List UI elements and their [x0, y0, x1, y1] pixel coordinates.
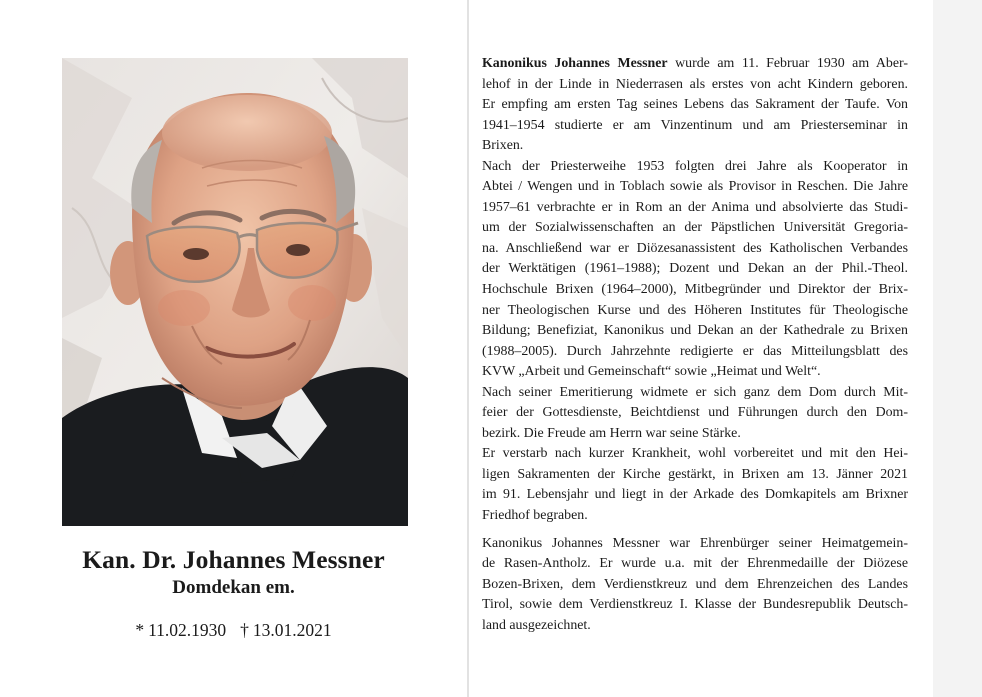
birth-star-icon: *: [135, 620, 145, 640]
deceased-name: Kan. Dr. Johannes Messner: [82, 545, 385, 574]
bio-line: ner Theologischen Kurse und des Höheren Institutes für Theologische: [482, 302, 908, 318]
bio-line: ligen Sakramenten der Kirche gestärkt, in Brixen am 13. Jänner 2021: [482, 466, 908, 482]
death-cross-icon: †: [240, 620, 249, 640]
bio-line: Friedhof begraben.: [482, 508, 588, 524]
bio-line: Er empfing am ersten Tag seines Lebens das Sakrament der Taufe. Von: [482, 97, 908, 113]
bio-line: bezirk. Die Freude am Herrn war seine Stärke.: [482, 425, 741, 441]
death-date: 13.01.2021: [252, 620, 332, 640]
bio-line: na. Anschließend war er Diözesanassistent des Katholischen Verbandes: [482, 240, 908, 256]
bio-line: 1957–61 verbrachte er in Rom an der Anima und absolvierte das Studi-: [482, 199, 908, 215]
bio-line: Abtei / Wengen und in Toblach sowie als Provisor in Reschen. Die Jahre: [482, 179, 908, 195]
bio-paragraph-1: [482, 54, 908, 157]
bio-line: feier der Gottesdienste, Beichtdienst und Führungen durch den Dom-: [482, 405, 908, 421]
bio-line: Kanonikus Johannes Messner war Ehrenbürger seiner Heimatgemein-: [482, 535, 908, 551]
deceased-title: Domdekan em.: [172, 577, 295, 598]
bio-line: de Rasen-Antholz. Er wurde u.a. mit der Ehrenmedaille der Diözese: [482, 556, 908, 572]
bio-line: Nach der Priesterweihe 1953 folgten drei Jahre als Kooperator in: [482, 158, 908, 174]
birth-date: 11.02.1930: [148, 620, 227, 640]
bio-paragraph-3: [482, 383, 908, 445]
portrait-photo: [62, 58, 408, 526]
bio-line: um der Sozialwissenschaften an der Päpstlichen Universität Gregoria-: [482, 220, 908, 236]
bio-line: Nach seiner Emeritierung widmete er sich ganz dem Dom durch Mit-: [482, 384, 908, 400]
bio-line: Brixen.: [482, 138, 524, 154]
bio-line: lehof in der Linde in Niederrasen als erstes von acht Kindern geboren.: [482, 76, 908, 92]
bio-line: KVW „Arbeit und Gemeinschaft“ sowie „Heimat und Welt“.: [482, 364, 821, 380]
bio-line: land ausgezeichnet.: [482, 617, 591, 633]
bio-paragraph-4: [482, 444, 908, 526]
life-dates: [0, 620, 467, 641]
bio-line: im 91. Lebensjahr und liegt in der Arkade des Domkapitels am Brixner: [482, 487, 908, 503]
page-margin: [933, 0, 982, 697]
bio-line: Kanonikus Johannes Messner wurde am 11. Februar 1930 am Aber-: [482, 56, 908, 71]
bio-paragraph-5: [482, 534, 908, 637]
bio-line: 1941–1954 studierte er am Vinzentinum und am Priesterseminar in: [482, 117, 908, 133]
bio-line: Er verstarb nach kurzer Krankheit, wohl vorbereitet und mit den Hei-: [482, 446, 908, 462]
bio-line: Bozen-Brixen, dem Verdienstkreuz und dem Ehrenzeichen des Landes: [482, 576, 908, 592]
bio-line: Tirol, sowie dem Verdienstkreuz I. Klasse der Bundesrepublik Deutsch-: [482, 597, 908, 613]
bio-intro-name: Kanonikus Johannes Messner: [482, 56, 668, 71]
bio-line: der Werktätigen (1961–1988); Dozent und Dekan an der Phil.-Theol.: [482, 261, 908, 277]
bio-line: Bildung; Benefiziat, Kanonikus und Dekan an der Kathedrale zu Brixen: [482, 323, 908, 339]
bio-paragraph-2: [482, 157, 908, 383]
bio-line: (1988–2005). Durch Jahrzehnte redigierte er das Mitteilungsblatt des: [482, 343, 908, 359]
biography: [482, 54, 908, 636]
bio-line: Hochschule Brixen (1964–2000), Mitbegründer und Direktor der Brix-: [482, 282, 908, 298]
